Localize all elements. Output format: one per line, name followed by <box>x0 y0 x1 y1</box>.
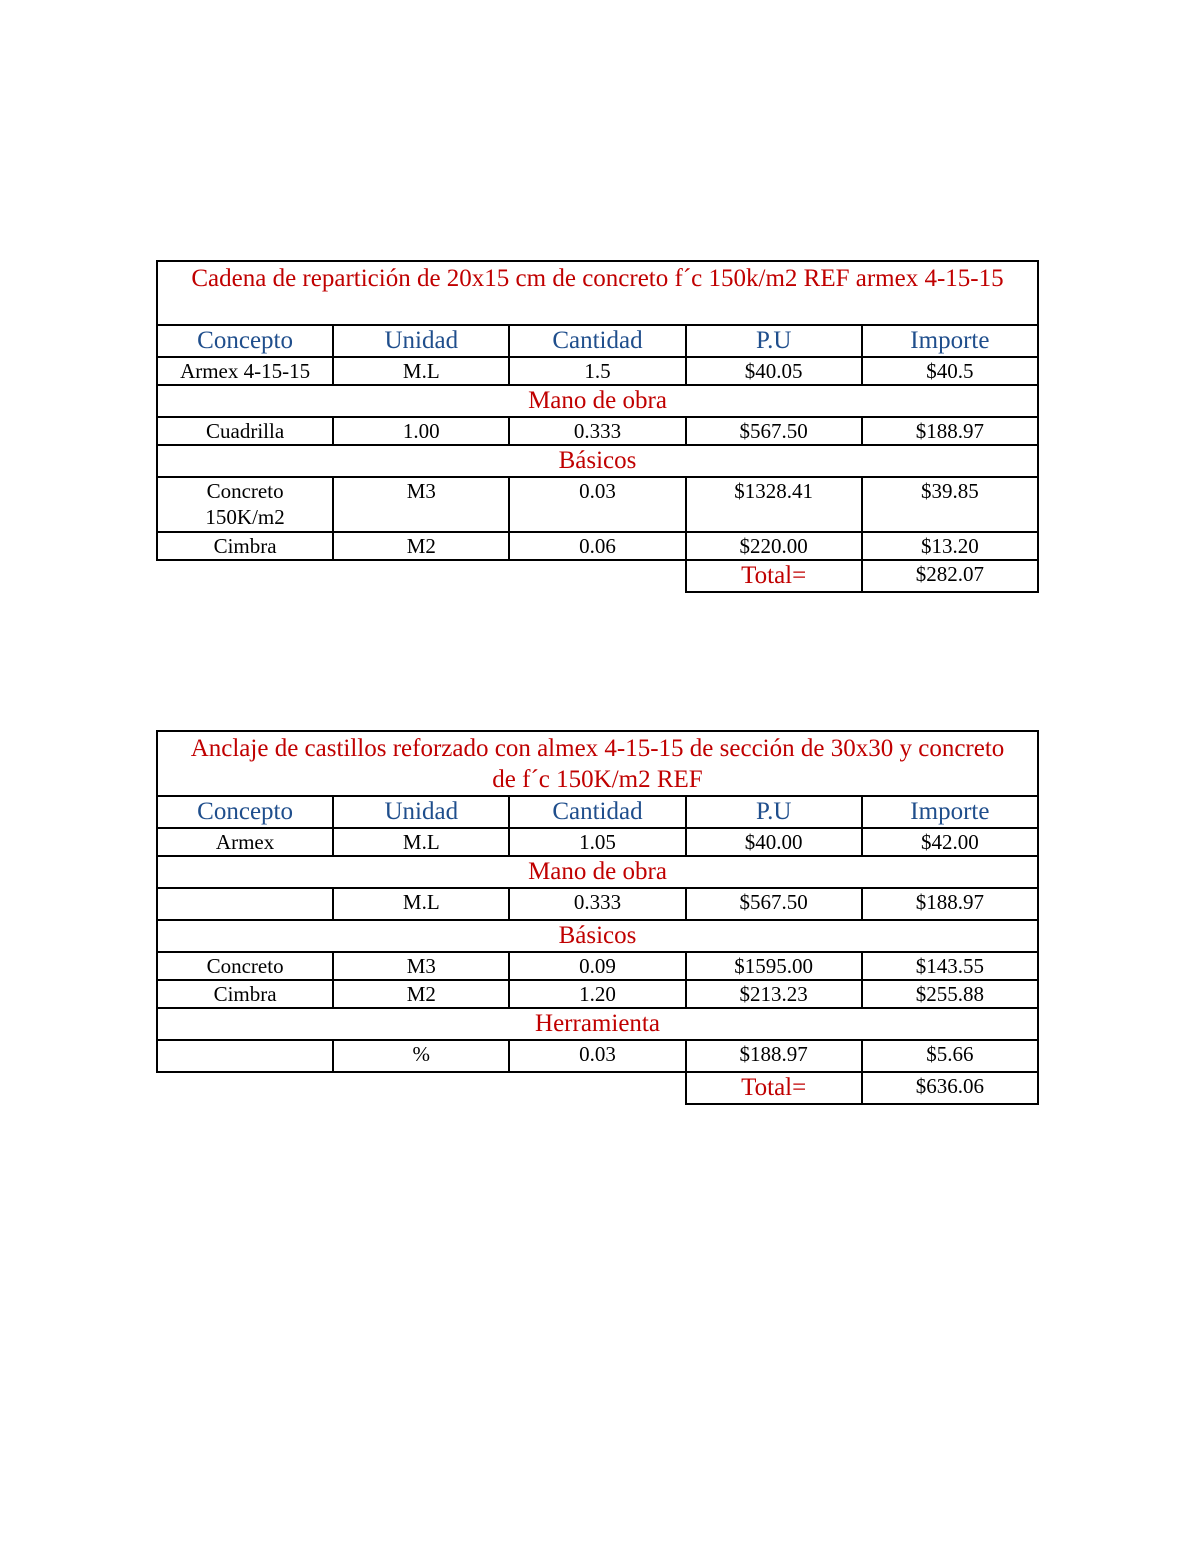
header-unidad: Unidad <box>333 796 509 828</box>
cell-cantidad: 0.333 <box>509 417 685 445</box>
total-row <box>157 560 1038 592</box>
cell-importe: $255.88 <box>862 980 1038 1008</box>
blank-cell <box>333 560 509 592</box>
cell-concepto: Armex <box>157 828 333 856</box>
blank-cell <box>333 1072 509 1104</box>
cell-pu: $567.50 <box>686 888 862 920</box>
cell-importe: $5.66 <box>862 1040 1038 1072</box>
budget-table-cadena <box>156 260 1039 593</box>
table-row <box>157 417 1038 445</box>
section-basicos: Básicos <box>157 920 1038 952</box>
header-pu: P.U <box>686 796 862 828</box>
header-importe: Importe <box>862 796 1038 828</box>
cell-concepto <box>157 1040 333 1072</box>
cell-pu: $213.23 <box>686 980 862 1008</box>
table-row <box>157 357 1038 385</box>
table-row <box>157 477 1038 532</box>
header-cantidad: Cantidad <box>509 325 685 357</box>
section-herramienta: Herramienta <box>157 1008 1038 1040</box>
cell-pu: $40.05 <box>686 357 862 385</box>
cell-cantidad: 0.06 <box>509 532 685 560</box>
table-row <box>157 888 1038 920</box>
table-row <box>157 980 1038 1008</box>
cell-concepto: Cuadrilla <box>157 417 333 445</box>
cell-concepto: Cimbra <box>157 532 333 560</box>
cell-unidad: M2 <box>333 980 509 1008</box>
cell-cantidad: 0.09 <box>509 952 685 980</box>
cell-concepto: Cimbra <box>157 980 333 1008</box>
cell-concepto: Concreto 150K/m2 <box>157 477 333 532</box>
cell-pu: $188.97 <box>686 1040 862 1072</box>
total-value: $282.07 <box>862 560 1038 592</box>
budget-table-anclaje <box>156 730 1039 1105</box>
cell-pu: $1328.41 <box>686 477 862 532</box>
cell-unidad: 1.00 <box>333 417 509 445</box>
cell-importe: $188.97 <box>862 888 1038 920</box>
cell-importe: $42.00 <box>862 828 1038 856</box>
cell-concepto: Concreto <box>157 952 333 980</box>
cell-pu: $1595.00 <box>686 952 862 980</box>
table-title: Anclaje de castillos reforzado con almex 4-15-15 de sección de 30x30 y concreto de f´c 150K/m2 REF <box>157 731 1038 796</box>
blank-cell <box>157 560 333 592</box>
blank-cell <box>157 1072 333 1104</box>
total-value: $636.06 <box>862 1072 1038 1104</box>
header-importe: Importe <box>862 325 1038 357</box>
table-row <box>157 532 1038 560</box>
cell-importe: $13.20 <box>862 532 1038 560</box>
section-basicos: Básicos <box>157 445 1038 477</box>
header-concepto: Concepto <box>157 796 333 828</box>
cell-unidad: M.L <box>333 888 509 920</box>
cell-pu: $40.00 <box>686 828 862 856</box>
blank-cell <box>509 1072 685 1104</box>
cell-pu: $220.00 <box>686 532 862 560</box>
cell-cantidad: 0.03 <box>509 1040 685 1072</box>
header-pu: P.U <box>686 325 862 357</box>
cell-unidad: M3 <box>333 477 509 532</box>
section-mano-de-obra: Mano de obra <box>157 385 1038 417</box>
cell-importe: $40.5 <box>862 357 1038 385</box>
cell-cantidad: 1.20 <box>509 980 685 1008</box>
table-title: Cadena de repartición de 20x15 cm de concreto f´c 150k/m2 REF armex 4-15-15 <box>157 261 1038 325</box>
table-row <box>157 1040 1038 1072</box>
cell-cantidad: 1.05 <box>509 828 685 856</box>
header-concepto: Concepto <box>157 325 333 357</box>
cell-importe: $143.55 <box>862 952 1038 980</box>
header-unidad: Unidad <box>333 325 509 357</box>
cell-unidad: M2 <box>333 532 509 560</box>
table-row <box>157 828 1038 856</box>
cell-pu: $567.50 <box>686 417 862 445</box>
cell-unidad: M3 <box>333 952 509 980</box>
total-label: Total= <box>686 1072 862 1104</box>
cell-cantidad: 0.03 <box>509 477 685 532</box>
cell-importe: $39.85 <box>862 477 1038 532</box>
table-row <box>157 952 1038 980</box>
cell-cantidad: 1.5 <box>509 357 685 385</box>
section-mano-de-obra: Mano de obra <box>157 856 1038 888</box>
cell-unidad: M.L <box>333 828 509 856</box>
total-row <box>157 1072 1038 1104</box>
header-cantidad: Cantidad <box>509 796 685 828</box>
cell-unidad: M.L <box>333 357 509 385</box>
cell-concepto <box>157 888 333 920</box>
cell-importe: $188.97 <box>862 417 1038 445</box>
cell-concepto: Armex 4-15-15 <box>157 357 333 385</box>
total-label: Total= <box>686 560 862 592</box>
cell-unidad: % <box>333 1040 509 1072</box>
blank-cell <box>509 560 685 592</box>
cell-cantidad: 0.333 <box>509 888 685 920</box>
